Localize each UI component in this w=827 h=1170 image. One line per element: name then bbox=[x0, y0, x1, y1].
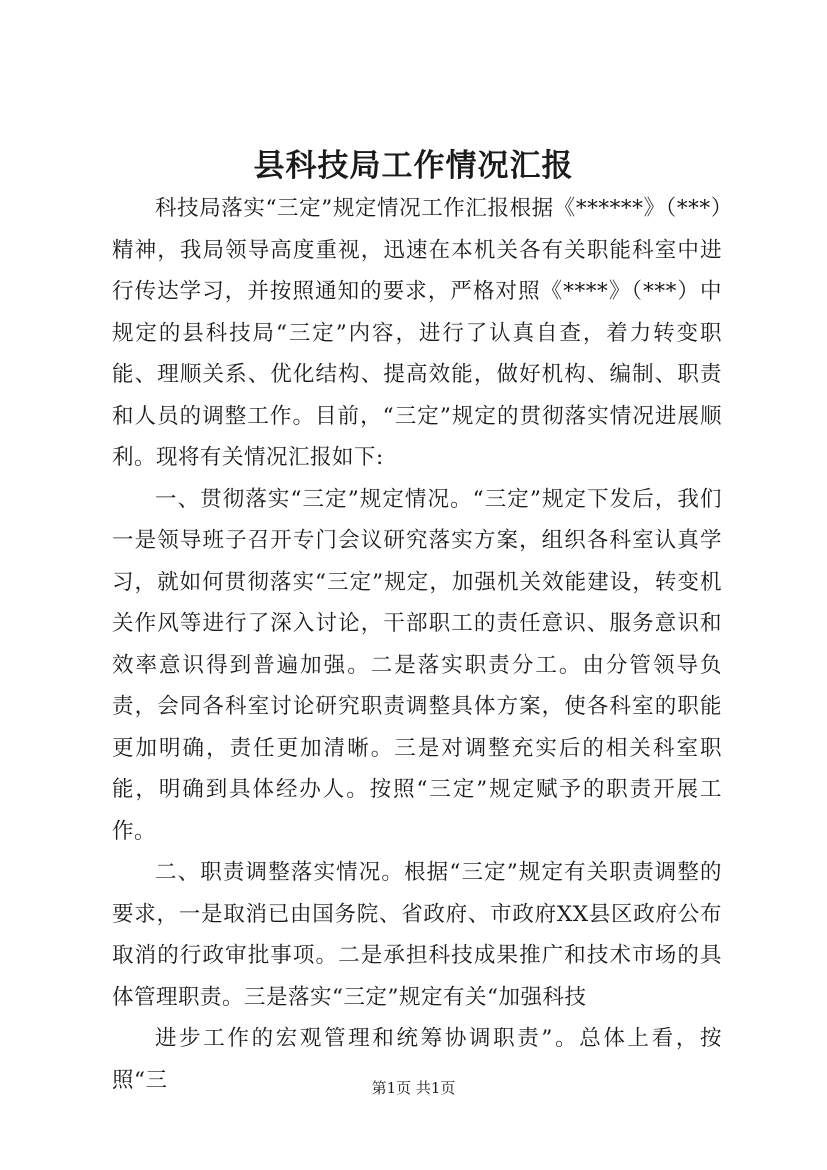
paragraph-intro: 科技局落实“三定”规定情况工作汇报根据《******》（***）精神，我局领导高度重视，迅速在本机关各有关职能科室中进行传达学习，并按照通知的要求，严格对照《****》（***）中规定的县科技局“三定”内容，进行了认真自查，着力转变职能、理顺关系、优化结构、提高效能，做好机构、编制、职责和人员的调整工作。目前，“三定”规定的贯彻落实情况进展顺利。现将有关情况汇报如下: bbox=[112, 196, 722, 470]
paragraph-section-one: 一、贯彻落实“三定”规定情况。“三定”规定下发后，我们一是领导班子召开专门会议研究落实方案，组织各科室认真学习，就如何贯彻落实“三定”规定，加强机关效能建设，转变机关作风等进行了深入讨论，干部职工的责任意识、服务意识和效率意识得到普遍加强。二是落实职责分工。由分管领导负责，会同各科室讨论研究职责调整具体方案，使各科室的职能更加明确，责任更加清晰。三是对调整充实后的相关科室职能，明确到具体经办人。按照“三定”规定赋予的职责开展工作。 bbox=[112, 486, 722, 844]
document-title: 县科技局工作情况汇报 bbox=[253, 148, 574, 184]
paragraph-section-two: 二、职责调整落实情况。根据“三定”规定有关职责调整的要求，一是取消已由国务院、省政府、市政府XX县区政府公布取消的行政审批事项。二是承担科技成果推广和技术市场的具体管理职责。三是落实“三定”规定有关“加强科技 bbox=[112, 860, 722, 1010]
page-footer: 第1页 共1页 bbox=[371, 1079, 456, 1097]
paragraph-continuation: 进步工作的宏观管理和统筹协调职责”。总体上看，按照“三 bbox=[112, 1026, 722, 1093]
document-body bbox=[112, 188, 722, 1101]
